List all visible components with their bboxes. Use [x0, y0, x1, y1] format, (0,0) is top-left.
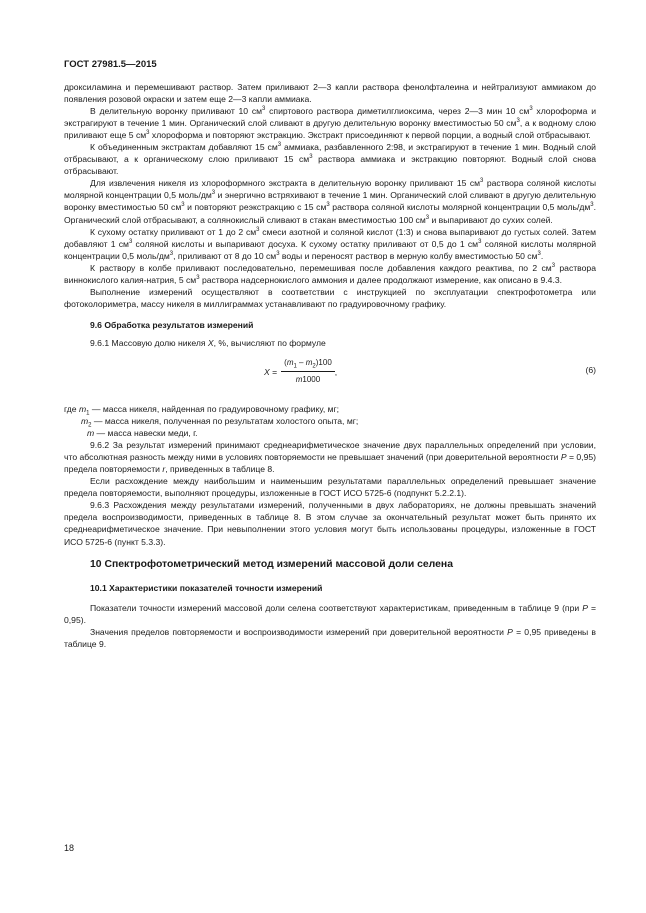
formula-tail: , — [334, 366, 338, 377]
paragraph: 9.6.1 Массовую долю никеля X, %, вычисляют по формуле — [90, 337, 326, 348]
formula-numerator: $(m_1 - m_2)100$ — [281, 357, 335, 372]
document-body — [64, 81, 596, 650]
formula-block — [64, 355, 596, 393]
definition-m1: где $m_1$ — масса никеля, найденная по градуировочному графику, мг; — [64, 403, 340, 417]
paragraph: К объединенным экстрактам добавляют 15 $см^3$ аммиака, разбавленного 2:98, и экстрагируют в течение 1 мин. Водный слой отбрасывают, а к органическому слою приливают 15 $см^3$ раствора аммиака и экстракцию повторяют. Водный слой снова отбрасывают. — [64, 142, 596, 177]
paragraph: К раствору в колбе приливают последовательно, перемешивая после добавления каждого реактива, по 2 $см^3$ раствора виннокислого калия-натрия, 5 $см^3$ раствора надсернокислого аммония и далее продолжают измерение, как описано в 9.4.3. — [64, 262, 596, 285]
variable-definitions — [64, 403, 596, 439]
paragraph: 9.6.3 Расхождения между результатами измерений, полученными в двух лабораториях, не должны превышать значений предела воспроизводимости, приведенных в таблице 8. В этом случае за окончательный результат может быть принято их среднеарифметическое значение. При невыполнении этого условия могут быть использованы процедуры, изложенные в ГОСТ ИСО 5725-6 (пункт 5.3.3). — [64, 500, 596, 547]
chapter-heading: 10 Спектрофотометрический метод измерений массовой доли селена — [90, 558, 453, 570]
document-code: ГОСТ 27981.5—2015 — [64, 59, 157, 70]
paragraph: Значения пределов повторяемости и воспроизводимости измерений при доверительной вероятности P = 0,95 приведены в таблице 9. — [64, 626, 596, 649]
definition-m: m — масса навески меди, г. — [87, 428, 198, 439]
formula — [264, 357, 337, 386]
paragraph: 9.6.2 За результат измерений принимают среднеарифметическое значение двух параллельных определений при условии, что абсолютная разность между ними в условиях повторяемости не превышает значений (при доверительной вероятности P = 0,95) предела повторяемости r, приведенных в таблице 8. — [64, 440, 596, 475]
paragraph: Для извлечения никеля из хлороформного экстракта в делительную воронку приливают 15 $см^3$ раствора соляной кислоты молярной концентрации 0,5 моль/$дм^3$ и энергично встряхивают в течение 1 мин. Органический слой сливают в другую делительную воронку вместимостью 50 $см^3$ и повторяют реэкстракцию с 15 $см^3$ раствора соляной кислоты молярной концентрации 0,5 моль/$дм^3$. Органический слой отбрасывают, а солянокислый сливают в стакан вместимостью 100 $см^3$ и выпаривают до сухих солей. — [64, 178, 596, 225]
page-number: 18 — [64, 843, 75, 853]
formula-denominator: m1000 — [295, 375, 321, 385]
paragraph: дроксиламина и перемешивают раствор. Затем приливают 2—3 капли раствора фенолфталеина и нейтрализуют аммиаком до появления розовой окраски и затем еще 2—3 капли аммиака. — [64, 82, 596, 105]
section-heading: 9.6 Обработка результатов измерений — [90, 319, 254, 330]
formula-lhs: X = — [264, 366, 278, 377]
paragraph: К сухому остатку приливают от 1 до 2 $см^3$ смеси азотной и соляной кислот (1:3) и снова выпаривают до густых солей. Затем добавляют 1 $см^3$ соляной кислоты и выпаривают досуха. К сухому остатку приливают от 0,5 до 1 $см^3$ соляной кислоты молярной концентрации 0,5 моль/$дм^3$, приливают от 8 до 10 $см^3$ воды и переносят раствор в мерную колбу вместимостью 50 $см^3$. — [64, 226, 596, 261]
paragraph: Если расхождение между наибольшим и наименьшим результатами параллельных определений превышает значение предела повторяемости, выполняют процедуры, изложенные в ГОСТ ИСО 5725-6 (подпункт 5.2.2.1). — [64, 476, 596, 499]
paragraph: Показатели точности измерений массовой доли селена соответствуют характеристикам, приведенным в таблице 9 (при P = 0,95). — [64, 602, 596, 625]
equation-number: (6) — [585, 364, 596, 375]
paragraph: В делительную воронку приливают 10 $см^3$ спиртового раствора диметилглиоксима, через 2—3 мин 10 $см^3$ хлороформа и экстрагируют в течение 1 мин. Органический слой сливают в другую делительную воронку вместимостью 50 $см^3$, а к водному слою приливают еще 5 $см^3$ хлороформа и повторяют экстракцию. Экстракт присоединяют к первой порции, а водный слой отбрасывают. — [64, 106, 597, 141]
definition-m2: $m_2$ — масса никеля, полученная по результатам холостого опыта, мг; — [81, 416, 359, 429]
section-heading: 10.1 Характеристики показателей точности измерений — [90, 582, 323, 593]
paragraph: Выполнение измерений осуществляют в соответствии с инструкцией по эксплуатации спектрофотометра или фотоколориметра, массу никеля в миллиграммах устанавливают по градуировочному графику. — [64, 286, 596, 309]
formula-fraction — [281, 357, 338, 386]
